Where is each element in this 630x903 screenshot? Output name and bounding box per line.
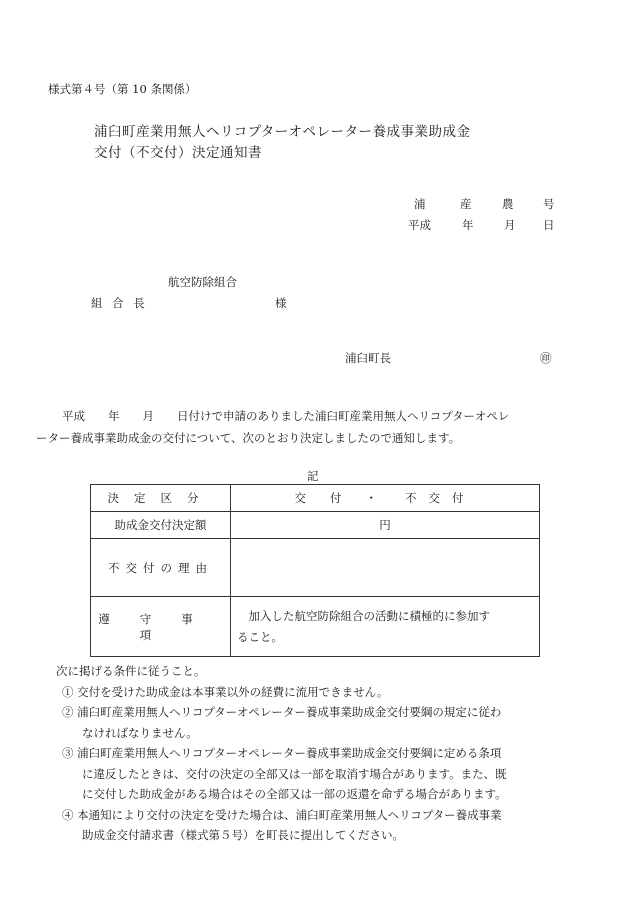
decision-separator: ・	[365, 491, 377, 505]
amount-label: 助成金交付決定額	[114, 518, 207, 532]
decision-value-cell	[231, 485, 540, 512]
reason-value-cell	[231, 539, 540, 597]
observe-value-cell	[231, 597, 540, 657]
doc-number-prefix: 浦	[414, 197, 426, 211]
observe-label: 遵守事項	[98, 611, 223, 642]
amount-unit: 円	[379, 518, 391, 532]
body-text-line2: ーター養成事業助成金の交付について、次のとおり決定しましたので通知します。	[36, 431, 461, 445]
decision-label: 決定区分	[107, 491, 214, 505]
condition-item-3-line1: ③ 浦臼町産業用無人ヘリコプターオペレーター養成事業助成金交付要綱に定める条項	[62, 746, 502, 760]
decision-table	[90, 484, 540, 657]
decision-label-cell	[91, 485, 231, 512]
decision-option-grant: 交付	[294, 491, 366, 505]
observe-text-line2: ること。	[237, 629, 283, 644]
table-row	[91, 512, 540, 539]
condition-item-3-line2: に違反したときは、交付の決定の全部又は一部を取消す場合があります。また、既	[82, 766, 507, 781]
table-row	[91, 539, 540, 597]
condition-item-1: ① 交付を受けた助成金は本事業以外の経費に流用できません。	[62, 684, 389, 699]
amount-label-cell	[91, 512, 231, 539]
seal-mark: ㊞	[540, 351, 552, 365]
date-era: 平成	[408, 218, 431, 232]
body-text-line1: 平成 年 月 日付けで申請のありました浦臼町産業用無人ヘリコプターオペレ	[62, 409, 510, 423]
doc-number-dept1: 産	[460, 197, 472, 211]
condition-item-2-line1: ② 浦臼町産業用無人ヘリコプターオペレーター養成事業助成金交付要綱の規定に従わ	[62, 705, 502, 719]
date-month: 月	[504, 218, 516, 232]
document-title-line1: 浦臼町産業用無人ヘリコプターオペレーター養成事業助成金	[94, 124, 471, 140]
condition-item-4-line2: 助成金交付請求書（様式第５号）を町長に提出してください。	[82, 828, 404, 842]
observe-text-line1: 加入した航空防除組合の活動に積極的に参加す	[237, 608, 490, 623]
conditions-intro: 次に掲げる条件に従うこと。	[56, 664, 206, 678]
observe-label-cell	[91, 597, 231, 657]
decision-option-no-grant: 不交付	[405, 491, 476, 505]
doc-number-dept2: 農	[502, 197, 514, 211]
date-year: 年	[462, 218, 474, 232]
addressee-honorific: 様	[275, 296, 287, 310]
reason-label: 不交付の理由	[108, 560, 213, 575]
date-day: 日	[543, 218, 555, 232]
sender-name: 浦臼町長	[345, 351, 391, 365]
amount-value-cell	[231, 512, 540, 539]
doc-number-suffix: 号	[543, 197, 555, 211]
reason-label-cell	[91, 539, 231, 597]
condition-item-3-line3: に交付した助成金がある場合はその全部又は一部の返還を命ずる場合があります。	[82, 787, 507, 801]
condition-item-2-line2: なければなりません。	[82, 725, 198, 740]
condition-item-4-line1: ④ 本通知により交付の決定を受けた場合は、浦臼町産業用無人ヘリコプター養成事業	[62, 807, 502, 822]
table-row	[91, 597, 540, 657]
addressee-title: 組 合 長	[91, 296, 148, 310]
addressee-organization: 航空防除組合	[168, 275, 237, 289]
table-row	[91, 485, 540, 512]
conditions-list	[56, 661, 507, 846]
form-number: 様式第４号（第 10 条関係）	[48, 82, 197, 96]
document-title-line2: 交付（不交付）決定通知書	[94, 145, 262, 161]
ki-heading: 記	[307, 469, 319, 483]
